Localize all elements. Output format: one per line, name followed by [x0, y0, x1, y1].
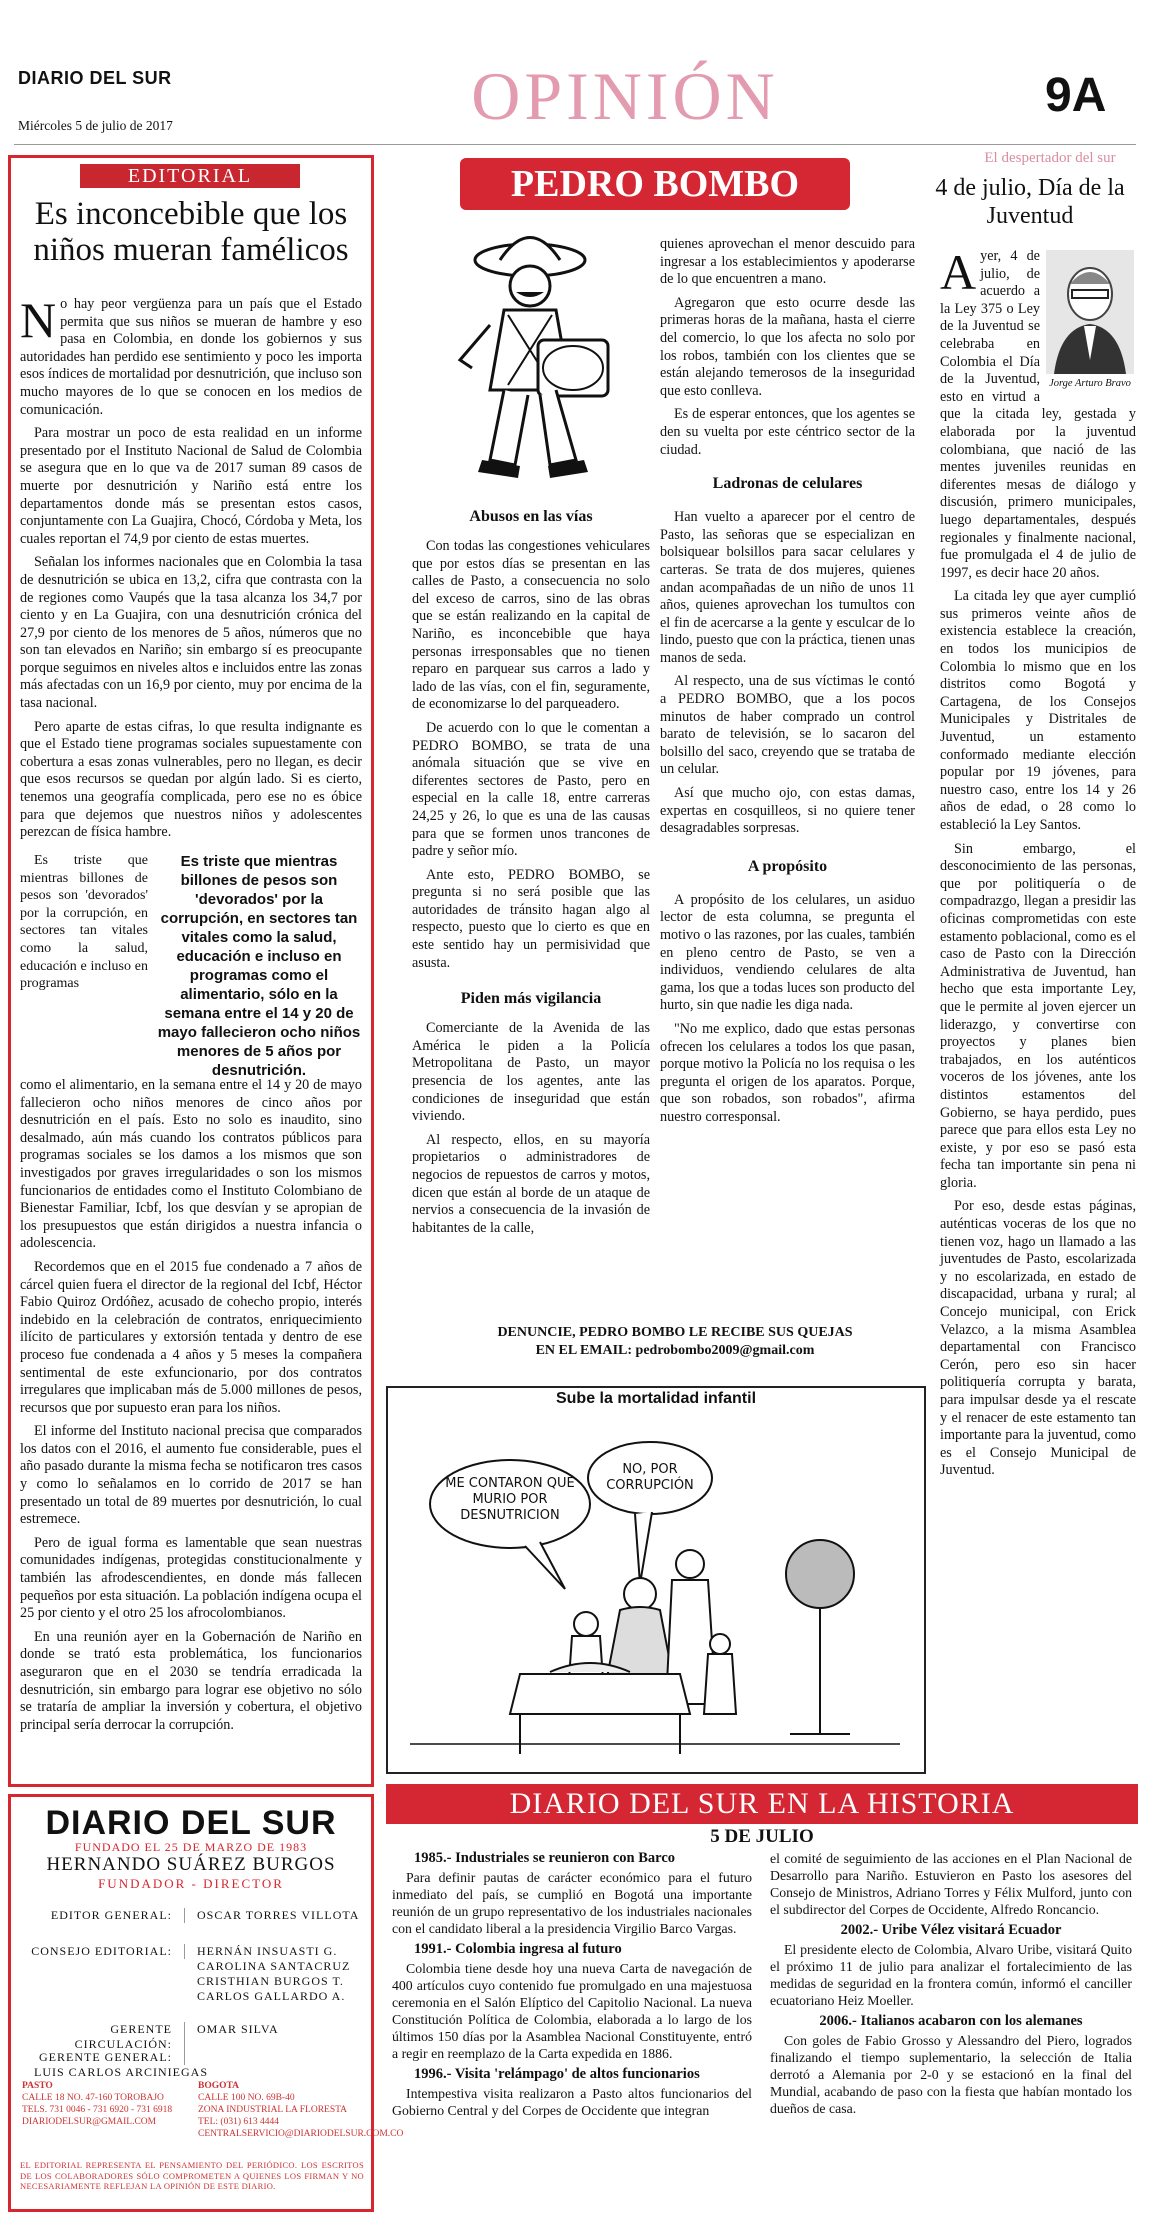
cartoon-title: Sube la mortalidad infantil: [555, 1390, 757, 1407]
masthead-row: GERENTE GENERAL:LUIS CARLOS ARCINIEGAS: [22, 2050, 366, 2080]
masthead-founder-role: FUNDADOR - DIRECTOR: [98, 1876, 284, 1891]
editorial-narrow-col: Es triste que mientras billones de pesos son 'devorados' por la corrupción, en sectores tan vitales como la salud, educación e incluso en programas: [20, 853, 148, 992]
section-title: OPINIÓN: [471, 58, 779, 134]
historia-col-a: 1985.- Industriales se reunieron con Barco Para definir pautas de carácter económico para el futuro inmediato del país, se cumplió en Bogotá una importante reunión de un grupo representativo de los industriales nacionales con el candidato liberal a la presidencia Virgilio Barco Vargas. 1991.- Colombia ingresa al futuro Colombia tiene desde hoy una nueva Carta de navegación de 400 artículos cuyo contenido fue promulgado en una majestuosa ceremonia en el Salón Elíptico del Capitolio Nacional. La nueva Constitución Política de Colombia, elaborada a lo largo de los últimos 150 días por la Asamblea Nacional Constituyente, entró a regir en reemplazo de la Carta expedida en 1886. 1996.- Visita 'relámpago' de altos funcionarios Intempestiva visita realizaron a Pasto altos funcionarios del Gobierno Central y del Corpes de Occidente que integran: [392, 1850, 752, 2118]
editorial-title: Es inconcebible que los niños mueran famélicos: [33, 196, 349, 268]
author-caption: Jorge Arturo Bravo: [1049, 378, 1131, 389]
pedro-bombo-col-a: Abusos en las vías Con todas las congestiones vehiculares que por estos días se presentan en las calles de Pasto, a consecuencia no solo del exceso de carros, sino de las obras que se están realizando en la capital de Nariño, es inconcebible que haya personas irresponsables que no tienen reparo en parquear sus carros a lado y lado de las vías, con el fin, seguramente, de economizarse lo del parqueadero. De acuerdo con lo que le comentan a PEDRO BOMBO, se trata de una anómala situación que se vive en diferentes sectores de Pasto, pero en especial en la calle 18, entre carreras 24,25 y 26, lo que es una de las causas para que se formen unos trancones de padre y señor mío. Ante esto, PEDRO BOMBO, se pregunta si no será posible que las autoridades de tránsito hagan algo al respecto, puesto que lo cierto es que en este sentido hay un permisividad que asusta. Piden más vigilancia Comerciante de la Avenida de las América le piden a la Policía Metropolitana de Pasto, un mayor presencia de los agentes, ante las condiciones de inseguridad que están viviendo. Al respecto, ellos, en su mayoría propietarios o administradores de negocios de repuestos de carros y motos, dicen que están al borde de un ataque de nervios a consecuencia de la invasión de habitantes de la calle,: [412, 508, 650, 1236]
masthead-row: CONSEJO EDITORIAL: HERNÁN INSUASTI G. CAROLINA SANTACRUZ CRISTHIAN BURGOS T. CARLOS GALLARDO A.: [22, 1944, 366, 2004]
pedro-bombo-illustration: [420, 220, 640, 490]
pedro-bombo-contact: DENUNCIE, PEDRO BOMBO LE RECIBE SUS QUEJAS EN EL EMAIL: pedrobombo2009@gmail.com: [497, 1325, 853, 1358]
masthead-address-bogota: BOGOTA CALLE 100 NO. 69B-40 ZONA INDUSTRIAL LA FLORESTA TEL: (031) 613 4444 CENTRALSERVICIO@DIARIODELSUR.COM.CO: [198, 2081, 404, 2139]
cartoon-bubble-right: NO, POR CORRUPCIÓN: [606, 1462, 694, 1493]
masthead-founded: FUNDADO EL 25 DE MARZO DE 1983: [74, 1840, 308, 1854]
masthead-name: DIARIO DEL SUR: [45, 1804, 337, 1842]
editorial-dropcap: N: [20, 292, 57, 348]
pedro-bombo-col-b: quienes aprovechan el menor descuido para ingresar a los establecimientos y apoderarse de lo que encuentren a mano. Agregaron que esto ocurre desde las primeras horas de la mañana, hasta el cierre del comercio, lo que los afecta no solo por los robos, también con los clientes que se están alejando temerosos de la inseguridad que esto conlleva. Es de esperar entonces, que los agentes se den su vuelta por este céntrico sector de la ciudad. Ladronas de celulares Han vuelto a aparecer por el centro de Pasto, las señoras que se especializan en bolsiquear bolsillos para sacar celulares y carteras. Se trata de dos mujeres, quienes andan acompañadas de un niño de unos 11 años, quienes aprovechan los tumultos con el fin de acercarse a la gente y esculcar de lo lindo, puesto que con la práctica, tienen unas manos de seda. Al respecto, una de sus víctimas le contó a PEDRO BOMBO, que a los pocos minutos de haber comprado un control barato de televisión, se lo sacaron del bolsillo del saco, creyendo que se trataba de un celular. Así que mucho ojo, con estas damas, expertas en cosquilleos, si no quiere tener desagradables sorpresas. A propósito A propósito de los celulares, un asiduo lector de esta columna, se pregunta el motivo o las razones, por las cuales, también en pleno centro de Pasto, se ven a individuos, vendiendo celulares de alta gama, los que a todas luces son producto del hurto, sin que nadie les diga nada. "No me explico, dado que estas personas ofrecen los celulares a todos los que pasan, porque motivo la Policía no los requisa o les pregunta el origen de los aparatos. Porque, que son robados, son robados", afirma nuestro corresponsal.: [660, 236, 915, 1125]
pedro-bombo-banner: PEDRO BOMBO: [460, 158, 850, 210]
editorial-body-top: No hay peor vergüenza para un país que el Estado permita que sus niños se mueran de hambre y eso pasa en Colombia, en donde los gobiernos y sus autoridades han perdido ese sentimiento y poco les importa esos índices de mortalidad por desnutrición, que incluso son mucho mayores de lo que se conocen en los medios de comunicación. Para mostrar un poco de esta realidad en un informe presentado por el Instituto Nacional de Salud de Colombia se asegura que en lo que va de 2017 suman 89 casos de muerte por desnutrición y Nariño está entre los departamentos donde más se presentan estos casos, conjuntamente con La Guajira, Chocó, Córdoba y Meta, los cuales reportan el 74,9 por ciento de estas muertes. Señalan los informes nacionales que en Colombia la tasa de desnutrición se ubica en 13,2, cifra que contrasta con la de regiones como Vaupés que la tasa alcanza los 34,7 por ciento y en La Guajira, con una desnutrición crónica del 27,9 por ciento de los menores de 5 años, números que no son tan elevados en Nariño; sin embargo sí es preocupante porque seguimos en niveles altos e incluidos entre las zonas más afectadas con un 16,9 por ciento, muy por encima de la tasa nacional. Pero aparte de estas cifras, lo que resulta indignante es que el Estado tiene programas sociales supuestamente con cobertura a esas zonas vulnerables, pero no llegan, es decir que esos recursos se quedan por algún lado. Si es cierto, tenemos una geografía complicada, pero ese no es óbice para que dejemos que nuestros niños y adolescentes perezcan de física hambre.: [20, 292, 362, 841]
editorial-tag: EDITORIAL: [80, 164, 300, 188]
masthead-founder: HERNANDO SUÁREZ BURGOS: [46, 1854, 336, 1875]
column-tag: El despertador del sur: [984, 150, 1116, 166]
cartoon-bubble-left: ME CONTARON QUE MURIO POR DESNUTRICION: [445, 1476, 575, 1523]
column-body: Ayer, 4 de julio, de acuerdo a la Ley 375 o Ley de la Juventud se celebraba en Colombia el Día de la Juventud, esto en virtud a que la citada ley, gestada y elaborada por la juventud colombiana, que nació de las mentes juveniles reunidas en diferentes mesas de diálogo y discusión, primero municipales, luego departamentales, después regionales y finalmente nacional, fue promulgada el 4 de julio de 1997, es decir hace 20 años. La citada ley que ayer cumplió sus primeros veinte años de existencia establece la creación, en todos los municipios de Colombia lo mismo que en los distritos como Bogotá y Cartagena, de los Consejos Municipales y Distritales de Juventud, un estamento conformado mediante elección popular por 19 jóvenes, para nuestro caso, entre los 14 y 26 años de edad, o 28 como lo estableció la Ley Santos. Sin embargo, el desconocimiento de las personas, que por politiquería o de compadrazgo, llegan a presidir las oficinas comprometidas con este estamento poblacional, como es el caso de Pasto con la Dirección Administrativa de Juventud, han hecho que esta importante Ley, que le permite al joven ejercer un liderazgo, y convertirse con proyectos y planes bien trabajados, en los auténticos voceros de los jóvenes, ante los distintos estamentos del Gobierno, se haya perdido, pues parece que para ellos esta Ley no existe, y por eso se pasó esta fecha tan importante sin pena ni gloria. Por eso, desde estas páginas, auténticas voceras de los que no tienen voz, hago un llamado a las juventudes de Pasto, escolarizada y no escolarizada, en estado de discapacidad, urbana y rural; al Concejo municipal, con Erick Velazco, a la misma Asamblea departamental con Francisco Cerón, pero eso sin hacer politiquería corrupta y barata, para impulsar desde ya el rescate y el renacer de este estamento tan importante para la juventud, como es el Consejo Municipal de Juventud.: [940, 244, 1136, 1479]
historia-col-b: el comité de seguimiento de las acciones en el Plan Nacional de Desarrollo para Nariño. Estuvieron en Pasto los asesores del Consejo de Ministros, Adriano Torres y Félix Mulford, junto con el subdirector del Corpes de Occidente, Alfredo Roncancio. 2002.- Uribe Vélez visitará Ecuador El presidente electo de Colombia, Alvaro Uribe, visitará Quito el próximo 11 de julio para analizar el fortalecimiento de las medidas de seguridad en la frontera común, informó el canciller ecuatoriano Heiz Moeller. 2006.- Italianos acabaron con los alemanes Con goles de Fabio Grosso y Alessandro del Piero, logrados finalizando el tiempo suplementario, la selección de Italia derrotó a Alemania por 2-0 y se estacionó en la final del Mundial, acabando de paso con la fiesta que habían montado los dueños de casa.: [770, 1851, 1132, 2116]
heading-abusos: Abusos en las vías: [469, 508, 593, 525]
masthead-row: EDITOR GENERAL: OSCAR TORRES VILLOTA: [22, 1908, 366, 1923]
column-title: 4 de julio, Día de la Juventud: [935, 175, 1125, 229]
header-rule: [14, 144, 1136, 145]
heading-proposito: A propósito: [747, 857, 828, 875]
editorial-pull-quote: Es triste que mientras billones de pesos son 'devorados' por la corrupción, en sectores tan vitales como la salud, educación e incluso en programas como el alimentario, sólo en la semana entre el 14 y 20 de mayo fallecieron ocho niños menores de 5 años por desnutrición.: [157, 853, 361, 1079]
masthead-row: GERENTE CIRCULACIÓN:OMAR SILVA: [22, 2022, 366, 2052]
editorial-body-bottom: como el alimentario, en la semana entre el 14 y 20 de mayo fallecieron ocho niños menores de cinco años por desnutrición en el país. Esto no solo es inaudito, sino desalmado, aún más cuando los contratos públicos para programas sociales se los damos a los mismos que son investigados por graves irregularidades o son los mismos funcionarios de entidades como el Instituto Colombiano de Bienestar Familiar, Icbf, los que desvían y se apropian de los presupuestos que están dirigidos a nuestra infancia o adolescencia. Recordemos que en el 2015 fue condenado a 7 años de cárcel quien fuera el director de la regional del Icbf, Héctor Fabio Quiroz Ordóñez, acusado de cohecho propio, interés indebido en la celebración de contratos, enriquecimiento ilícito de particulares y extorsión tentada y dentro de ese proceso fue condenada a 4 años y 5 meses la compañera sentimental de este exfuncionario, por dos contratos irregulares que implicaban más de 5.000 millones de pesos, recursos que por supuesto eran para los niños. El informe del Instituto nacional precisa que comparados los datos con el 2016, el aumento fue considerable, pues el año pasado durante la misma fecha se notificaron tres casos y como lo señalamos en lo corrido de 2017 se han presentado un total de 89 muertes por desnutrición, lo cual estremece. Pero de igual forma es lamentable que sean nuestras comunidades indígenas, protegidas constitucionalmente y también las afrodescendientes, en donde más fallecen pequeños por esta situación. La población indígena ocupa el 25 por ciento y el otro 25 los afrocolombianos. En una reunión ayer en la Gobernación de Nariño en donde se trató esta problemática, los funcionarios aseguraron que en el 2030 se tendría erradicada la desnutrición, sin embargo para lograr ese objetivo no sólo se trataría de ampliar la inversión y cobertura, el objetivo principal sería derrocar la corrupción.: [20, 1077, 362, 1733]
historia-banner: DIARIO DEL SUR EN LA HISTORIA: [386, 1784, 1138, 1824]
heading-ladronas: Ladronas de celulares: [712, 475, 863, 493]
page-number: 9A: [1045, 69, 1107, 122]
column-dropcap-inline: A: [940, 244, 977, 300]
historia-date: 5 DE JULIO: [710, 1826, 814, 1847]
heading-vigilancia: Piden más vigilancia: [460, 990, 602, 1008]
issue-date: Miércoles 5 de julio de 2017: [18, 118, 173, 133]
masthead-address-pasto: PASTO CALLE 18 NO. 47-160 TOROBAJO TELS. 731 0046 - 731 6920 - 731 6918 DIARIODELSUR@GMAIL.COM: [22, 2081, 173, 2127]
masthead-disclaimer: EL EDITORIAL REPRESENTA EL PENSAMIENTO DEL PERIÓDICO. LOS ESCRITOS DE LOS COLABORADORES SÓLO COMPROMETEN A QUIENES LOS FIRMAN Y NO NECESARIAMENTE REFLEJAN LA OPINIÓN DE ESTE DIARIO.: [20, 2160, 364, 2191]
paper-name: DIARIO DEL SUR: [18, 68, 172, 88]
